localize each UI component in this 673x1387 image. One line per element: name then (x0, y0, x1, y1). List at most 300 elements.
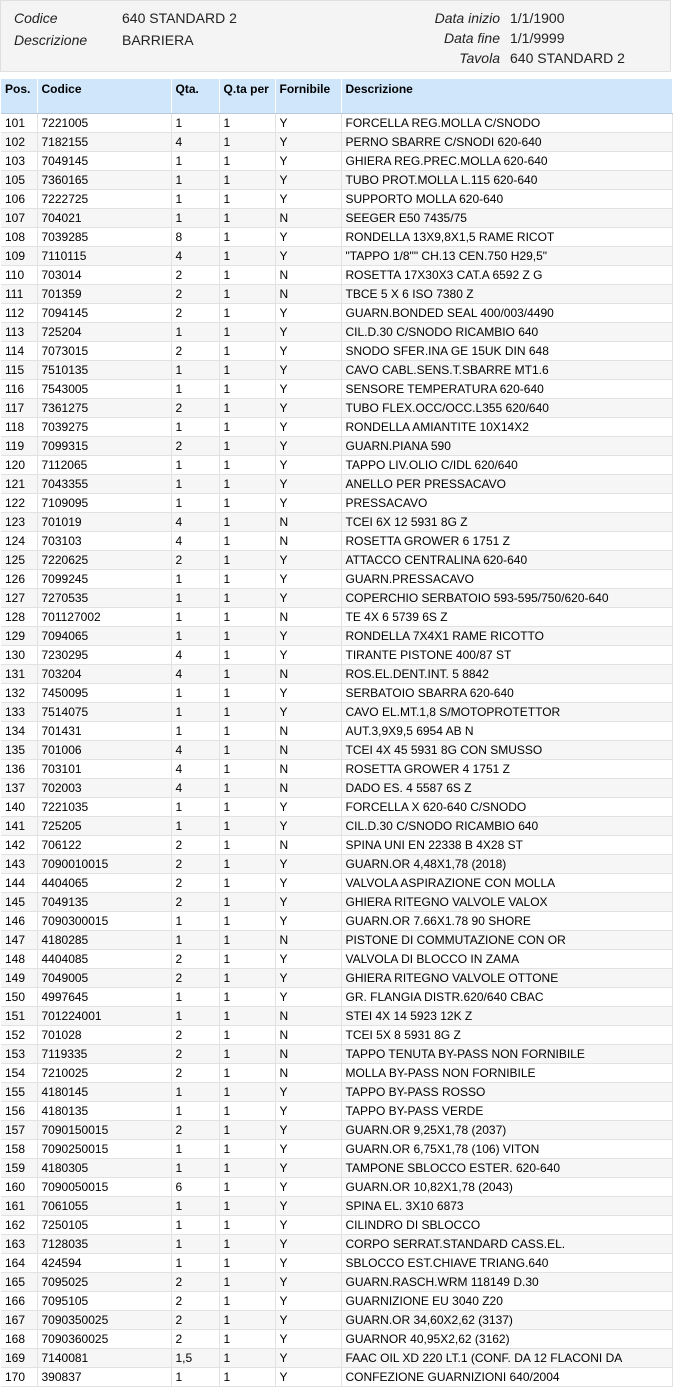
cell-codice: 7112065 (37, 455, 171, 474)
cell-pos: 146 (1, 911, 37, 930)
cell-fornibile: Y (275, 132, 341, 151)
column-header-qta[interactable]: Qta. (171, 79, 219, 113)
cell-pos: 148 (1, 949, 37, 968)
cell-qta-per: 1 (219, 1158, 275, 1177)
cell-descrizione: VALVOLA ASPIRAZIONE CON MOLLA (341, 873, 672, 892)
cell-descrizione: CAVO EL.MT.1,8 S/MOTOPROTETTOR (341, 702, 672, 721)
cell-pos: 111 (1, 284, 37, 303)
cell-codice: 7049145 (37, 151, 171, 170)
cell-qta: 2 (171, 835, 219, 854)
cell-pos: 167 (1, 1310, 37, 1329)
cell-fornibile: Y (275, 1177, 341, 1196)
column-header-qta-per[interactable]: Q.ta per (219, 79, 275, 113)
cell-qta-per: 1 (219, 1063, 275, 1082)
cell-pos: 119 (1, 436, 37, 455)
cell-descrizione: SUPPORTO MOLLA 620-640 (341, 189, 672, 208)
cell-descrizione: TAPPO BY-PASS VERDE (341, 1101, 672, 1120)
table-row[interactable] (1, 664, 672, 683)
cell-qta: 1 (171, 721, 219, 740)
cell-pos: 162 (1, 1215, 37, 1234)
cell-codice: 7090350025 (37, 1310, 171, 1329)
cell-pos: 155 (1, 1082, 37, 1101)
cell-qta-per: 1 (219, 797, 275, 816)
cell-codice: 4404065 (37, 873, 171, 892)
cell-pos: 143 (1, 854, 37, 873)
table-row[interactable] (1, 360, 672, 379)
cell-qta-per: 1 (219, 550, 275, 569)
column-header-codice[interactable]: Codice (37, 79, 171, 113)
table-row[interactable] (1, 379, 672, 398)
cell-fornibile: Y (275, 1196, 341, 1215)
cell-descrizione: PRESSACAVO (341, 493, 672, 512)
cell-descrizione: ROSETTA GROWER 4 1751 Z (341, 759, 672, 778)
cell-codice: 7543005 (37, 379, 171, 398)
header-panel (0, 0, 671, 72)
table-row[interactable] (1, 1196, 672, 1215)
cell-pos: 133 (1, 702, 37, 721)
table-row[interactable] (1, 911, 672, 930)
cell-fornibile: N (275, 930, 341, 949)
cell-fornibile: Y (275, 1139, 341, 1158)
cell-qta-per: 1 (219, 455, 275, 474)
cell-pos: 160 (1, 1177, 37, 1196)
table-row[interactable] (1, 987, 672, 1006)
cell-fornibile: Y (275, 113, 341, 132)
cell-qta-per: 1 (219, 512, 275, 531)
cell-pos: 142 (1, 835, 37, 854)
table-row[interactable] (1, 398, 672, 417)
cell-qta-per: 1 (219, 417, 275, 436)
cell-qta-per: 1 (219, 303, 275, 322)
cell-fornibile: N (275, 835, 341, 854)
cell-codice: 7250105 (37, 1215, 171, 1234)
cell-pos: 109 (1, 246, 37, 265)
cell-qta: 1 (171, 911, 219, 930)
cell-codice: 7099245 (37, 569, 171, 588)
cell-pos: 108 (1, 227, 37, 246)
table-row[interactable] (1, 1082, 672, 1101)
table-row[interactable] (1, 930, 672, 949)
table-row[interactable] (1, 1329, 672, 1348)
cell-pos: 169 (1, 1348, 37, 1367)
table-row[interactable] (1, 721, 672, 740)
table-row[interactable] (1, 474, 672, 493)
cell-qta-per: 1 (219, 284, 275, 303)
cell-qta-per: 1 (219, 702, 275, 721)
table-row[interactable] (1, 132, 672, 151)
cell-qta-per: 1 (219, 1291, 275, 1310)
cell-descrizione: SPINA UNI EN 22338 B 4X28 ST (341, 835, 672, 854)
table-row[interactable] (1, 322, 672, 341)
cell-codice: 7140081 (37, 1348, 171, 1367)
table-row[interactable] (1, 113, 672, 132)
cell-descrizione: GUARN.OR 10,82X1,78 (2043) (341, 1177, 672, 1196)
cell-codice: 7090150015 (37, 1120, 171, 1139)
table-row[interactable] (1, 455, 672, 474)
table-row[interactable] (1, 550, 672, 569)
cell-descrizione: SEEGER E50 7435/75 (341, 208, 672, 227)
cell-descrizione: GUARN.OR 6,75X1,78 (106) VITON (341, 1139, 672, 1158)
cell-codice: 7090250015 (37, 1139, 171, 1158)
cell-descrizione: CORPO SERRAT.STANDARD CASS.EL. (341, 1234, 672, 1253)
cell-qta: 1 (171, 1215, 219, 1234)
cell-qta-per: 1 (219, 208, 275, 227)
cell-descrizione: GUARN.OR 34,60X2,62 (3137) (341, 1310, 672, 1329)
cell-qta: 4 (171, 645, 219, 664)
cell-descrizione: TIRANTE PISTONE 400/87 ST (341, 645, 672, 664)
cell-pos: 158 (1, 1139, 37, 1158)
tavola-value: 640 STANDARD 2 (510, 50, 625, 66)
cell-qta-per: 1 (219, 1006, 275, 1025)
cell-qta: 2 (171, 284, 219, 303)
cell-qta-per: 1 (219, 398, 275, 417)
cell-fornibile: Y (275, 1310, 341, 1329)
cell-qta-per: 1 (219, 588, 275, 607)
table-row[interactable] (1, 740, 672, 759)
cell-pos: 105 (1, 170, 37, 189)
cell-qta: 1 (171, 151, 219, 170)
cell-codice: 7090300015 (37, 911, 171, 930)
cell-pos: 132 (1, 683, 37, 702)
cell-qta-per: 1 (219, 1348, 275, 1367)
cell-pos: 130 (1, 645, 37, 664)
cell-codice: 725205 (37, 816, 171, 835)
table-row[interactable] (1, 1139, 672, 1158)
cell-qta: 2 (171, 265, 219, 284)
cell-pos: 122 (1, 493, 37, 512)
table-row[interactable] (1, 1063, 672, 1082)
cell-codice: 701127002 (37, 607, 171, 626)
cell-qta-per: 1 (219, 474, 275, 493)
table-row[interactable] (1, 626, 672, 645)
table-row[interactable] (1, 493, 672, 512)
cell-fornibile: Y (275, 1329, 341, 1348)
cell-qta-per: 1 (219, 778, 275, 797)
cell-pos: 159 (1, 1158, 37, 1177)
cell-descrizione: VALVOLA DI BLOCCO IN ZAMA (341, 949, 672, 968)
cell-qta-per: 1 (219, 493, 275, 512)
cell-descrizione: PERNO SBARRE C/SNODI 620-640 (341, 132, 672, 151)
table-row[interactable] (1, 797, 672, 816)
cell-qta: 2 (171, 303, 219, 322)
cell-descrizione: CAVO CABL.SENS.T.SBARRE MT1.6 (341, 360, 672, 379)
cell-codice: 725204 (37, 322, 171, 341)
cell-codice: 701359 (37, 284, 171, 303)
cell-codice: 7360165 (37, 170, 171, 189)
data-inizio-label: Data inizio (434, 10, 500, 26)
table-row[interactable] (1, 208, 672, 227)
cell-qta: 2 (171, 892, 219, 911)
table-row[interactable] (1, 816, 672, 835)
cell-qta: 1 (171, 1082, 219, 1101)
cell-pos: 102 (1, 132, 37, 151)
cell-descrizione: GUARN.PRESSACAVO (341, 569, 672, 588)
cell-qta: 4 (171, 664, 219, 683)
cell-qta-per: 1 (219, 531, 275, 550)
cell-pos: 121 (1, 474, 37, 493)
cell-codice: 701019 (37, 512, 171, 531)
table-row[interactable] (1, 341, 672, 360)
cell-qta: 1 (171, 588, 219, 607)
table-row[interactable] (1, 759, 672, 778)
cell-fornibile: Y (275, 1158, 341, 1177)
cell-qta: 4 (171, 132, 219, 151)
cell-qta: 1 (171, 1101, 219, 1120)
cell-qta: 1 (171, 1158, 219, 1177)
cell-descrizione: ROSETTA 17X30X3 CAT.A 6592 Z G (341, 265, 672, 284)
cell-descrizione: GUARN.RASCH.WRM 118149 D.30 (341, 1272, 672, 1291)
cell-pos: 101 (1, 113, 37, 132)
cell-codice: 7090050015 (37, 1177, 171, 1196)
cell-pos: 120 (1, 455, 37, 474)
cell-qta-per: 1 (219, 360, 275, 379)
cell-qta: 1 (171, 683, 219, 702)
cell-pos: 144 (1, 873, 37, 892)
table-row[interactable] (1, 607, 672, 626)
cell-pos: 147 (1, 930, 37, 949)
table-row[interactable] (1, 436, 672, 455)
cell-qta: 1 (171, 113, 219, 132)
cell-codice: 7128035 (37, 1234, 171, 1253)
cell-descrizione: RONDELLA 7X4X1 RAME RICOTTO (341, 626, 672, 645)
cell-descrizione: TAPPO LIV.OLIO C/IDL 620/640 (341, 455, 672, 474)
cell-descrizione: TCEI 4X 45 5931 8G CON SMUSSO (341, 740, 672, 759)
cell-descrizione: GUARN.OR 9,25X1,78 (2037) (341, 1120, 672, 1139)
cell-codice: 702003 (37, 778, 171, 797)
column-header-pos[interactable]: Pos. (1, 79, 37, 113)
cell-pos: 107 (1, 208, 37, 227)
cell-qta-per: 1 (219, 1177, 275, 1196)
data-fine-label: Data fine (443, 30, 500, 46)
cell-qta: 1 (171, 189, 219, 208)
table-row[interactable] (1, 189, 672, 208)
cell-codice: 7094145 (37, 303, 171, 322)
cell-pos: 118 (1, 417, 37, 436)
cell-pos: 151 (1, 1006, 37, 1025)
table-row[interactable] (1, 1291, 672, 1310)
table-row[interactable] (1, 1367, 672, 1386)
cell-qta: 1 (171, 569, 219, 588)
cell-qta: 2 (171, 1120, 219, 1139)
cell-descrizione: GHIERA RITEGNO VALVOLE OTTONE (341, 968, 672, 987)
cell-fornibile: Y (275, 702, 341, 721)
cell-qta-per: 1 (219, 759, 275, 778)
cell-codice: 7361275 (37, 398, 171, 417)
table-row[interactable] (1, 892, 672, 911)
table-row[interactable] (1, 569, 672, 588)
cell-qta: 2 (171, 1329, 219, 1348)
cell-qta-per: 1 (219, 1234, 275, 1253)
cell-qta-per: 1 (219, 1367, 275, 1386)
descrizione-label: Descrizione (14, 32, 88, 48)
cell-fornibile: Y (275, 398, 341, 417)
descrizione-value: BARRIERA (122, 32, 194, 48)
table-row[interactable] (1, 265, 672, 284)
table-row[interactable] (1, 1025, 672, 1044)
cell-fornibile: Y (275, 626, 341, 645)
table-row[interactable] (1, 702, 672, 721)
cell-codice: 7210025 (37, 1063, 171, 1082)
cell-qta: 2 (171, 436, 219, 455)
cell-descrizione: RONDELLA AMIANTITE 10X14X2 (341, 417, 672, 436)
cell-qta: 1 (171, 987, 219, 1006)
table-row[interactable] (1, 531, 672, 550)
table-row[interactable] (1, 1348, 672, 1367)
cell-qta: 4 (171, 512, 219, 531)
cell-fornibile: N (275, 208, 341, 227)
table-row[interactable] (1, 227, 672, 246)
cell-qta: 1,5 (171, 1348, 219, 1367)
cell-fornibile: N (275, 284, 341, 303)
cell-qta: 2 (171, 341, 219, 360)
table-row[interactable] (1, 170, 672, 189)
table-row[interactable] (1, 683, 672, 702)
data-fine-value: 1/1/9999 (510, 30, 565, 46)
cell-qta: 2 (171, 550, 219, 569)
cell-pos: 156 (1, 1101, 37, 1120)
cell-qta: 1 (171, 474, 219, 493)
cell-qta-per: 1 (219, 740, 275, 759)
cell-fornibile: Y (275, 797, 341, 816)
cell-qta-per: 1 (219, 968, 275, 987)
cell-descrizione: TCEI 6X 12 5931 8G Z (341, 512, 672, 531)
cell-qta: 1 (171, 930, 219, 949)
cell-descrizione: CILINDRO DI SBLOCCO (341, 1215, 672, 1234)
cell-fornibile: Y (275, 1348, 341, 1367)
cell-codice: 7514075 (37, 702, 171, 721)
cell-descrizione: DADO ES. 4 5587 6S Z (341, 778, 672, 797)
cell-pos: 110 (1, 265, 37, 284)
cell-descrizione: MOLLA BY-PASS NON FORNIBILE (341, 1063, 672, 1082)
cell-pos: 126 (1, 569, 37, 588)
cell-qta-per: 1 (219, 246, 275, 265)
cell-codice: 706122 (37, 835, 171, 854)
cell-pos: 170 (1, 1367, 37, 1386)
table-row[interactable] (1, 1234, 672, 1253)
cell-codice: 703204 (37, 664, 171, 683)
cell-qta-per: 1 (219, 1310, 275, 1329)
table-row[interactable] (1, 1006, 672, 1025)
cell-descrizione: TUBO PROT.MOLLA L.115 620-640 (341, 170, 672, 189)
table-row[interactable] (1, 1177, 672, 1196)
cell-codice: 7270535 (37, 588, 171, 607)
cell-fornibile: N (275, 1025, 341, 1044)
table-row[interactable] (1, 778, 672, 797)
cell-fornibile: Y (275, 417, 341, 436)
cell-fornibile: Y (275, 569, 341, 588)
cell-fornibile: Y (275, 645, 341, 664)
cell-codice: 7220625 (37, 550, 171, 569)
table-row[interactable] (1, 1158, 672, 1177)
cell-fornibile: N (275, 607, 341, 626)
cell-codice: 7094065 (37, 626, 171, 645)
cell-codice: 4180285 (37, 930, 171, 949)
cell-qta-per: 1 (219, 151, 275, 170)
table-row[interactable] (1, 1044, 672, 1063)
cell-qta-per: 1 (219, 911, 275, 930)
table-row[interactable] (1, 949, 672, 968)
table-row[interactable] (1, 1310, 672, 1329)
cell-fornibile: Y (275, 1291, 341, 1310)
table-row[interactable] (1, 1272, 672, 1291)
cell-qta-per: 1 (219, 170, 275, 189)
table-row[interactable] (1, 512, 672, 531)
cell-descrizione: GUARN.OR 4,48X1,78 (2018) (341, 854, 672, 873)
cell-pos: 153 (1, 1044, 37, 1063)
table-row[interactable] (1, 417, 672, 436)
cell-qta-per: 1 (219, 930, 275, 949)
cell-pos: 165 (1, 1272, 37, 1291)
table-row[interactable] (1, 854, 672, 873)
cell-qta: 2 (171, 854, 219, 873)
cell-codice: 7222725 (37, 189, 171, 208)
cell-qta-per: 1 (219, 683, 275, 702)
table-row[interactable] (1, 1101, 672, 1120)
table-row[interactable] (1, 588, 672, 607)
cell-descrizione: COPERCHIO SERBATOIO 593-595/750/620-640 (341, 588, 672, 607)
cell-fornibile: Y (275, 360, 341, 379)
cell-codice: 7095105 (37, 1291, 171, 1310)
cell-codice: 390837 (37, 1367, 171, 1386)
table-row[interactable] (1, 151, 672, 170)
cell-fornibile: N (275, 721, 341, 740)
cell-qta: 1 (171, 170, 219, 189)
cell-codice: 7043355 (37, 474, 171, 493)
cell-descrizione: GUARN.BONDED SEAL 400/003/4490 (341, 303, 672, 322)
cell-descrizione: FORCELLA REG.MOLLA C/SNODO (341, 113, 672, 132)
cell-descrizione: TAPPO TENUTA BY-PASS NON FORNIBILE (341, 1044, 672, 1063)
cell-qta-per: 1 (219, 379, 275, 398)
table-row[interactable] (1, 284, 672, 303)
table-row[interactable] (1, 246, 672, 265)
cell-fornibile: N (275, 531, 341, 550)
cell-codice: 701006 (37, 740, 171, 759)
cell-qta-per: 1 (219, 626, 275, 645)
cell-qta: 2 (171, 1063, 219, 1082)
cell-pos: 115 (1, 360, 37, 379)
table-row[interactable] (1, 1253, 672, 1272)
table-row[interactable] (1, 1120, 672, 1139)
cell-descrizione: PISTONE DI COMMUTAZIONE CON OR (341, 930, 672, 949)
table-row[interactable] (1, 645, 672, 664)
cell-descrizione: SBLOCCO EST.CHIAVE TRIANG.640 (341, 1253, 672, 1272)
cell-pos: 129 (1, 626, 37, 645)
cell-fornibile: N (275, 759, 341, 778)
cell-codice: 7450095 (37, 683, 171, 702)
table-row[interactable] (1, 303, 672, 322)
cell-codice: 7095025 (37, 1272, 171, 1291)
table-row[interactable] (1, 1215, 672, 1234)
cell-qta: 1 (171, 1367, 219, 1386)
table-row[interactable] (1, 968, 672, 987)
cell-pos: 137 (1, 778, 37, 797)
cell-qta: 1 (171, 493, 219, 512)
cell-fornibile: N (275, 1063, 341, 1082)
cell-codice: 7039275 (37, 417, 171, 436)
cell-qta: 1 (171, 1006, 219, 1025)
table-row[interactable] (1, 873, 672, 892)
cell-descrizione: TUBO FLEX.OCC/OCC.L355 620/640 (341, 398, 672, 417)
cell-codice: 7090360025 (37, 1329, 171, 1348)
table-row[interactable] (1, 835, 672, 854)
cell-codice: 7221035 (37, 797, 171, 816)
cell-codice: 7049005 (37, 968, 171, 987)
codice-label: Codice (14, 10, 58, 26)
cell-fornibile: Y (275, 854, 341, 873)
column-header-descrizione[interactable]: Descrizione (341, 79, 672, 113)
column-header-fornibile[interactable]: Fornibile (275, 79, 341, 113)
cell-codice: 4180135 (37, 1101, 171, 1120)
